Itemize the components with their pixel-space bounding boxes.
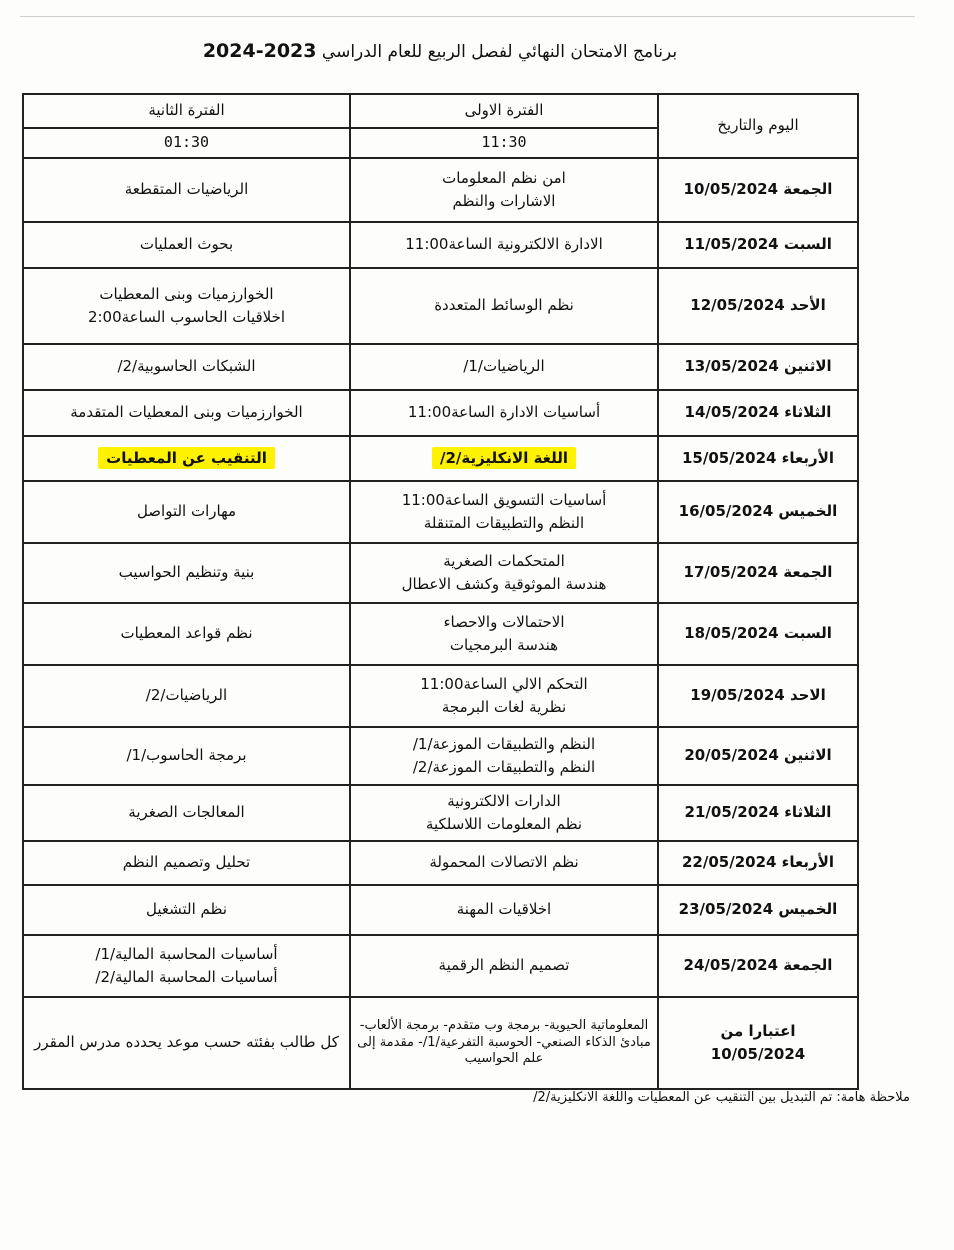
course-text: مهارات التواصل [136,502,237,521]
time-first-period: 11:30 [350,128,658,158]
course-text: الشبكات الحاسوبية/2/ [117,357,256,376]
course-name [28,401,345,424]
highlighted-course: اللغة الانكليزية/2/ [432,447,576,469]
course-name [28,306,345,329]
course-name [28,801,345,824]
course-name [28,500,345,523]
row-date-line: اعتبارا من [720,1021,796,1040]
course-name [355,294,653,317]
row-second-period [23,727,350,785]
course-name [28,561,345,584]
course-text: تحليل وتصميم النظم [122,853,251,872]
course-name [355,167,653,190]
course-text: نظم الاتصالات المحمولة [429,853,579,872]
course-name [355,573,653,596]
course-text: الاشارات والنظم [452,192,556,210]
course-text: هندسة البرمجيات [449,636,559,654]
row-first-period [350,436,658,481]
row-second-period [23,935,350,997]
course-name [28,851,345,874]
schedule-row [23,785,858,841]
row-date: الاثنين 13/05/2024 [658,344,858,390]
course-text: نظم الوسائط المتعددة [434,296,574,315]
row-date: الأربعاء 15/05/2024 [658,436,858,481]
course-name [355,489,653,512]
row-second-period [23,603,350,665]
course-name [355,447,653,470]
row-first-period [350,603,658,665]
course-text: امن نظم المعلومات [442,168,566,187]
highlighted-course: التنقيب عن المعطيات [98,447,275,469]
course-text: الخوارزميات وبنى المعطيات المتقدمة [70,403,303,422]
course-name [355,696,653,719]
row-second-period [23,997,350,1089]
schedule-row [23,885,858,935]
course-text: التحكم الالي الساعة11:00 [420,674,588,693]
row-second-period [23,158,350,222]
row-first-period [350,885,658,935]
course-name [28,898,345,921]
course-text: أساسيات التسويق الساعة11:00 [401,490,607,509]
row-first-period [350,997,658,1089]
row-first-period [350,727,658,785]
row-second-period [23,481,350,543]
course-name [355,550,653,573]
row-second-period [23,885,350,935]
row-date [658,997,858,1089]
course-text: الرياضيات/1/ [463,357,545,376]
row-date: الأحد 12/05/2024 [658,268,858,344]
row-first-period [350,222,658,268]
row-date: السبت 11/05/2024 [658,222,858,268]
schedule-row [23,603,858,665]
course-text: أساسيات المحاسبة المالية/2/ [95,968,278,986]
course-text: بنية وتنظيم الحواسيب [118,563,255,582]
header-day: اليوم والتاريخ [658,94,858,158]
course-name [28,283,345,306]
course-text: برمجة الحاسوب/1/ [126,746,247,765]
course-name [28,233,345,256]
course-name [355,611,653,634]
course-name [355,851,653,874]
row-second-period [23,436,350,481]
header-row [23,94,858,128]
course-text: الادارة الالكترونية الساعة11:00 [405,235,603,254]
course-name [355,954,653,977]
page-title [180,40,700,62]
row-first-period [350,935,658,997]
row-date-line: 10/05/2024 [710,1045,806,1063]
course-name [355,790,653,813]
row-date: الاثنين 20/05/2024 [658,727,858,785]
row-second-period [23,785,350,841]
course-name [355,813,653,836]
row-first-period [350,390,658,436]
row-first-period [350,268,658,344]
course-text: النظم والتطبيقات الموزعة/2/ [412,758,596,776]
header-second-period: الفترة الثانية [23,94,350,128]
title-year: 2023-2024 [202,40,317,62]
row-second-period [23,841,350,885]
row-date: الثلاثاء 14/05/2024 [658,390,858,436]
course-text: الخوارزميات وبنى المعطيات [99,284,274,303]
course-name [28,355,345,378]
course-text: اخلاقيات المهنة [456,900,552,919]
row-second-period [23,665,350,727]
course-name [355,401,653,424]
course-text: هندسة الموثوقية وكشف الاعطال [401,575,607,593]
row-date: الخميس 16/05/2024 [658,481,858,543]
course-name [28,943,345,966]
course-name [28,1031,345,1054]
course-name [355,634,653,657]
row-date: الجمعة 17/05/2024 [658,543,858,603]
course-name [355,190,653,213]
course-text: أساسيات المحاسبة المالية/1/ [95,944,278,963]
top-rule [20,16,915,17]
time-second-period: 01:30 [23,128,350,158]
important-note: ملاحظة هامة: تم التبديل بين التنقيب عن المعطيات واللغة الانكليزية/2/ [533,1090,910,1105]
schedule-row [23,841,858,885]
row-date: السبت 18/05/2024 [658,603,858,665]
schedule-row [23,997,858,1089]
course-name [355,355,653,378]
course-name [28,744,345,767]
course-text: أساسيات الادارة الساعة11:00 [407,403,601,422]
course-name: المعلوماتية الحيوية- برمجة وب متقدم- برمجة الألعاب- مبادئ الذكاء الصنعي- الحوسبة التفرعية/1/- مقدمة إلى علم الحواسيب [357,1017,651,1067]
course-text: اخلاقيات الحاسوب الساعة2:00 [87,308,286,326]
course-text: تصميم النظم الرقمية [438,956,570,975]
schedule-row [23,727,858,785]
schedule-row [23,268,858,344]
row-date: الاحد 19/05/2024 [658,665,858,727]
row-first-period [350,344,658,390]
course-name [355,673,653,696]
title-text: برنامج الامتحان النهائي لفصل الربيع للعام الدراسي [321,42,678,62]
row-first-period [350,481,658,543]
row-first-period [350,841,658,885]
course-text: الرياضيات/2/ [145,686,228,705]
row-second-period [23,543,350,603]
row-second-period [23,222,350,268]
course-text: الرياضيات المتقطعة [124,180,249,199]
row-first-period [350,158,658,222]
course-text: بحوث العمليات [139,235,234,254]
row-first-period [350,543,658,603]
schedule-row [23,436,858,481]
course-text: نظم قواعد المعطيات [120,624,253,643]
course-text: نظم التشغيل [146,900,227,919]
course-name [355,512,653,535]
exam-schedule-table [22,93,859,1090]
course-name [355,756,653,779]
course-name [355,733,653,756]
row-date: الجمعة 24/05/2024 [658,935,858,997]
course-name [28,684,345,707]
row-date: الجمعة 10/05/2024 [658,158,858,222]
course-name [28,966,345,989]
schedule-row [23,222,858,268]
course-name [28,447,345,470]
row-date: الخميس 23/05/2024 [658,885,858,935]
row-date: الثلاثاء 21/05/2024 [658,785,858,841]
schedule-row [23,158,858,222]
course-text: نظرية لغات البرمجة [441,698,567,716]
course-name [355,233,653,256]
course-text: النظم والتطبيقات الموزعة/1/ [412,734,596,753]
course-name [355,898,653,921]
row-second-period [23,268,350,344]
course-text: المتحكمات الصغرية [443,551,565,570]
course-text: الاحتمالات والاحصاء [443,612,565,631]
row-first-period [350,665,658,727]
schedule-row [23,344,858,390]
row-first-period [350,785,658,841]
row-second-period [23,344,350,390]
row-date: الأربعاء 22/05/2024 [658,841,858,885]
schedule-row [23,543,858,603]
course-name [28,178,345,201]
schedule-row [23,390,858,436]
header-first-period: الفترة الاولى [350,94,658,128]
course-text: نظم المعلومات اللاسلكية [425,815,583,833]
row-second-period [23,390,350,436]
course-text: كل طالب بفئته حسب موعد يحدده مدرس المقرر [34,1033,339,1052]
course-text: المعالجات الصغرية [128,803,245,822]
course-name [28,622,345,645]
course-text: الدارات الالكترونية [447,791,561,810]
course-text: النظم والتطبيقات المتنقلة [423,514,585,532]
schedule-row [23,481,858,543]
schedule-row [23,665,858,727]
schedule-row [23,935,858,997]
